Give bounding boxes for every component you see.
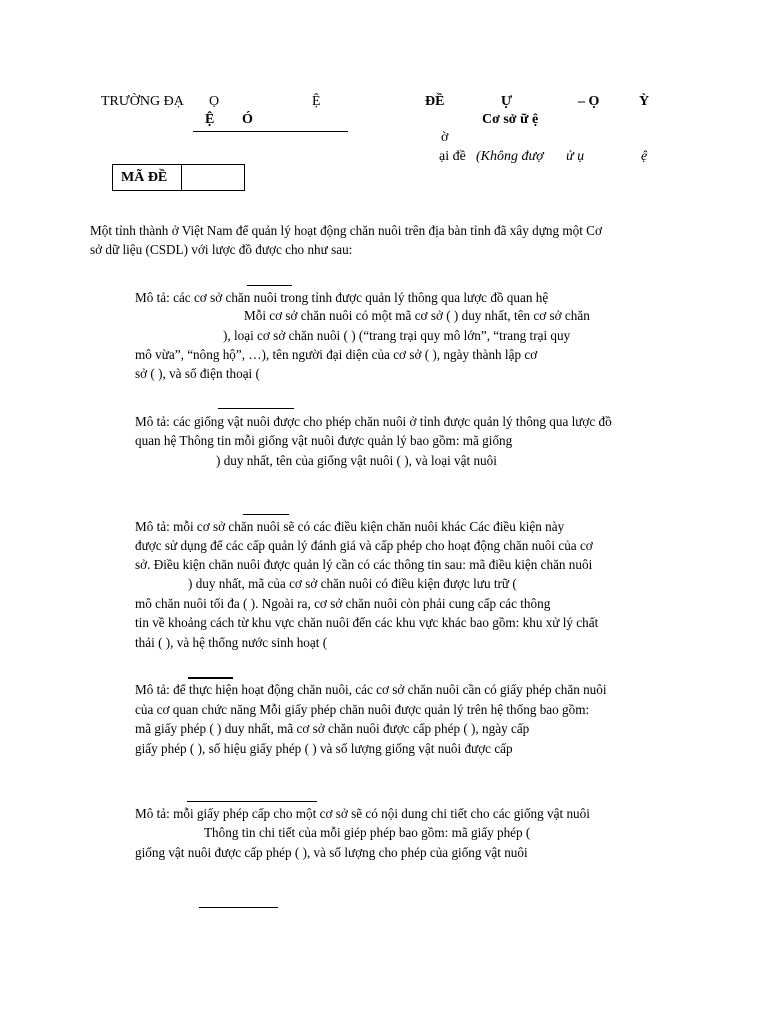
section-4-line-1: Mô tả: để thực hiện hoạt động chăn nuôi, các cơ sở chăn nuôi cần có giấy phép chăn nuôi (135, 682, 607, 697)
section-3-line-7: thải ( ), và hệ thống nước sinh hoạt ( (135, 635, 328, 650)
section-2-line-3: ) duy nhất, tên của giống vật nuôi ( ), và loại vật nuôi (216, 453, 497, 468)
exam-title-fragment-3: – Ọ (578, 94, 600, 109)
section-2-line-1: Mô tả: các giống vật nuôi được cho phép chăn nuôi ở tỉnh được quản lý thông qua lược đồ (135, 414, 612, 429)
section-1-line-2: Mỗi cơ sở chăn nuôi có một mã cơ sở ( ) duy nhất, tên cơ sở chăn (244, 308, 590, 323)
section-5-line-3: giống vật nuôi được cấp phép ( ), và số lượng cho phép của giống vật nuôi (135, 845, 528, 860)
section-3-line-2: được sử dụng để các cấp quản lý đánh giá và cấp phép cho hoạt động chăn nuôi của cơ (135, 538, 593, 553)
school-name-fragment-2: Ọ (209, 94, 220, 109)
subject-name: Cơ sở ữ ệ (482, 112, 539, 127)
section-4-line-4: giấy phép ( ), số hiệu giấy phép ( ) và số lượng giống vật nuôi được cấp (135, 741, 513, 756)
note-fragment-3: ử ụ (566, 149, 585, 164)
exam-title-fragment-2: Ự (501, 94, 513, 109)
note-fragment-1: ại đề (439, 149, 466, 164)
exam-title-fragment-4: Ỳ (639, 94, 650, 109)
section-3-line-6: tin về khoảng cách từ khu vực chăn nuôi đến các khu vực khác bao gồm: khu xử lý chất (135, 615, 599, 630)
exam-code-box (112, 164, 245, 191)
faculty-fragment-1: Ệ (205, 112, 215, 127)
intro-line-2: sở dữ liệu (CSDL) với lược đồ được cho như sau: (90, 242, 353, 257)
exam-code-label: MÃ ĐỀ (121, 170, 168, 185)
section-5-line-1: Mô tả: mỗi giấy phép cấp cho một cơ sở sẽ có nội dung chi tiết cho các giống vật nuôi (135, 806, 590, 821)
section-3-line-4: ) duy nhất, mã của cơ sở chăn nuôi có điều kiện được lưu trữ ( (188, 576, 517, 591)
section-5-heading-rule (187, 801, 317, 802)
section-3-heading-rule (243, 514, 289, 515)
time-fragment: ờ (441, 130, 449, 145)
section-1-line-4: mô vừa”, “nông hộ”, …), tên người đại diện của cơ sở ( ), ngày thành lập cơ (135, 347, 538, 362)
section-1-heading-rule (247, 285, 292, 286)
section-4-line-2: của cơ quan chức năng Mỗi giấy phép chăn nuôi được quản lý trên hệ thống bao gồm: (135, 702, 590, 717)
note-fragment-2: (Không đượ (476, 149, 544, 164)
intro-line-1: Một tỉnh thành ở Việt Nam để quản lý hoạt động chăn nuôi trên địa bàn tỉnh đã xây dựng một Cơ (90, 223, 602, 238)
section-3-line-3: sở. Điều kiện chăn nuôi được quản lý cần có các thông tin sau: mã điều kiện chăn nuôi (135, 557, 593, 572)
exam-code-divider (181, 165, 182, 190)
note-fragment-4: ệ (641, 149, 648, 164)
section-2-line-2: quan hệ Thông tin mỗi giống vật nuôi được quản lý bao gồm: mã giống (135, 433, 513, 448)
section-1-line-5: sở ( ), và số điện thoại ( (135, 366, 260, 381)
section-2-heading-rule (218, 408, 294, 409)
section-3-line-5: mô chăn nuôi tối đa ( ). Ngoài ra, cơ sở chăn nuôi còn phải cung cấp các thông (135, 596, 551, 611)
school-name-fragment: TRƯỜNG ĐẠ (101, 94, 184, 109)
section-4-line-3: mã giấy phép ( ) duy nhất, mã cơ sở chăn nuôi được cấp phép ( ), ngày cấp (135, 721, 530, 736)
section-4-heading-rule (188, 677, 233, 679)
exam-title-fragment-1: ĐỀ (425, 94, 445, 109)
section-1-line-3: ), loại cơ sở chăn nuôi ( ) (“trang trại quy mô lớn”, “trang trại quy (223, 328, 571, 343)
section-5-line-2: Thông tin chi tiết của mỗi giép phép bao gồm: mã giấy phép ( (204, 825, 531, 840)
section-6-heading-rule (199, 907, 278, 908)
faculty-fragment-2: Ó (242, 112, 253, 127)
section-3-line-1: Mô tả: mỗi cơ sở chăn nuôi sẽ có các điều kiện chăn nuôi khác Các điều kiện này (135, 519, 565, 534)
section-1-line-1: Mô tả: các cơ sở chăn nuôi trong tỉnh được quản lý thông qua lược đồ quan hệ (135, 290, 549, 305)
school-name-fragment-3: Ệ (312, 94, 321, 109)
header-underline-left (193, 131, 348, 132)
